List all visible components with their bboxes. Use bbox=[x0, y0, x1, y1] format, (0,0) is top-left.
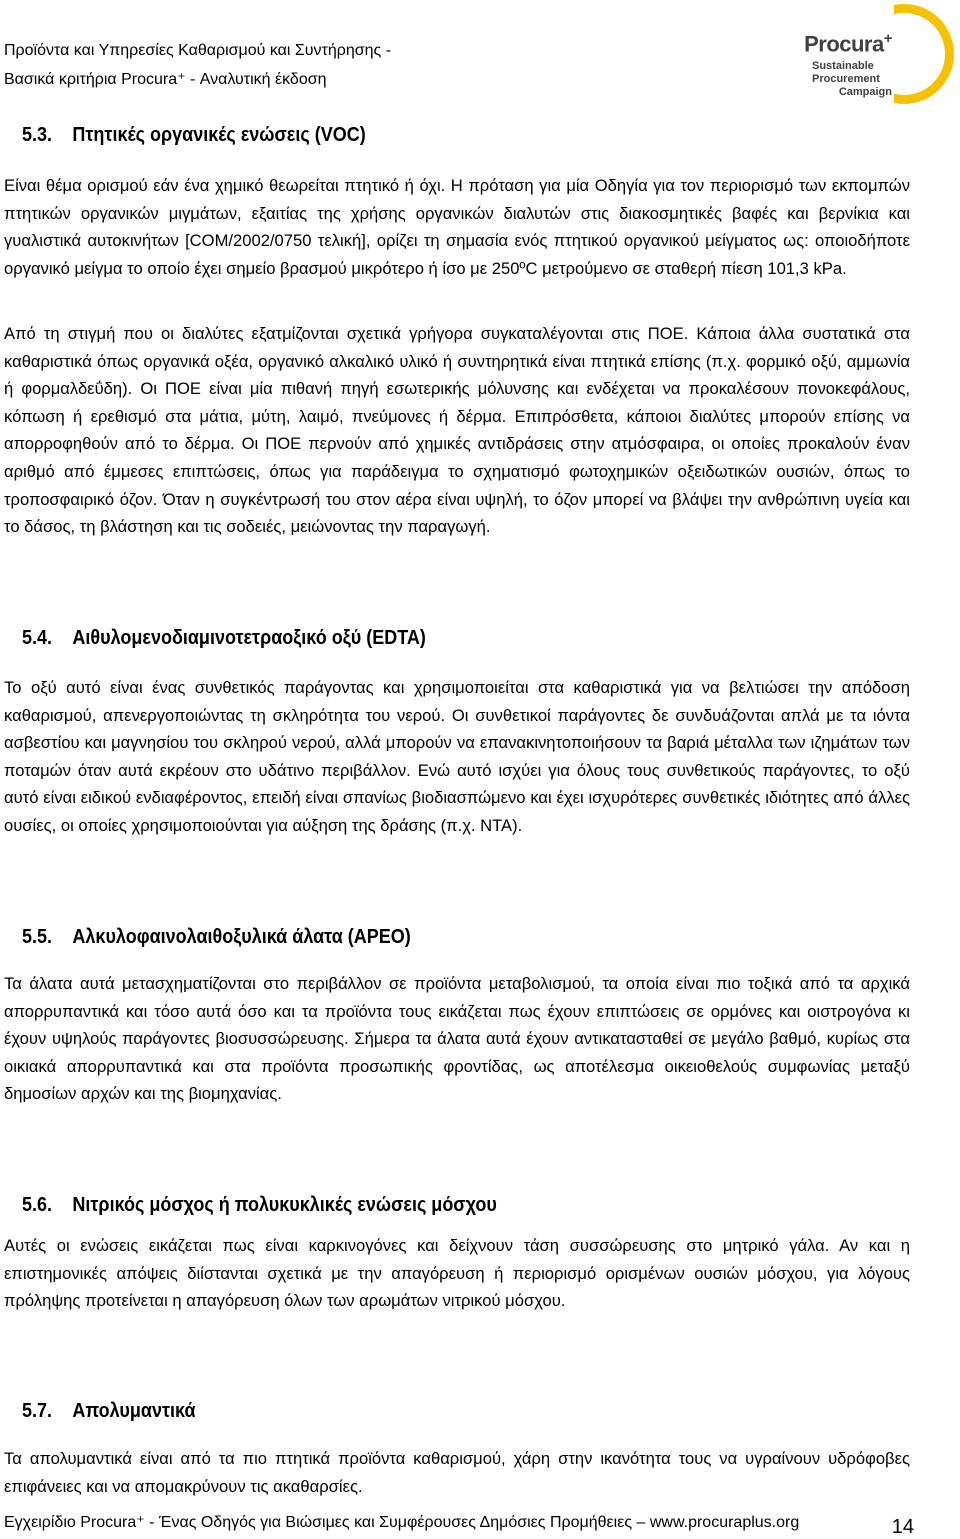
paragraph: Το οξύ αυτό είναι ένας συνθετικός παράγοντας και χρησιμοποιείται στα καθαριστικά για να βελτιώσει την απόδοση καθαρισμού, απενεργοποιώντας τη σκληρότητα του νερού. Οι συνθετικοί παράγοντες δε συνδυάζονται απλά με τα ιόντα ασβεστίου και μαγνησίου του σκληρού νερού, αλλά μπορούν να επανακινητοποιήσουν τα βαριά μέταλλα των ιζημάτων των ποταμών όταν αυτά εκρέουν στο υδάτινο περιβάλλον. Ενώ αυτό ισχύει για όλους τους συνθετικούς παράγοντες, το οξύ αυτό είναι ειδικού ενδιαφέροντος, επειδή είναι σπανίως βιοδιασπώμενο και έχει ισχυρότερες συνθετικές ιδιότητες από άλλες ουσίες, οι οποίες χρησιμοποιούνται για αύξηση της δράσης (π.χ. NTA). bbox=[4, 678, 910, 835]
logo-tagline-3: Campaign bbox=[838, 86, 892, 98]
paragraph: Είναι θέμα ορισμού εάν ένα χημικό θεωρείται πτητικό ή όχι. Η πρόταση για μία Οδηγία για τον περιορισμό των εκπομπών πτητικών οργανικών μιγμάτων, εξαιτίας της χρήσης οργανικών διαλυτών στις διακοσμητικές βαφές και βερνίκια και γυαλιστικά αυτοκινήτων [COM/2002/0750 τελική], ορίζει τη σημασία ενός πτητικού οργανικού μείγματος ως: οποιοδήποτε οργανικό μείγμα το οποίο έχει σημείο βρασμού μικρότερο ή ίσο με 250ºC μετρούμενο σε σταθερή πίεση 101,3 kPa. bbox=[4, 176, 910, 278]
running-footer: Εγχειρίδιο Procura⁺ - Ένας Οδηγός για Βιώσιμες και Συμφέρουσες Δημόσιες Προμήθειες – www.procuraplus.org bbox=[4, 1514, 800, 1531]
page-number: 14 bbox=[891, 1516, 914, 1538]
header-line-2: Βασικά κριτήρια Procura⁺ - Αναλυτική έκδοση bbox=[4, 71, 327, 88]
section-heading-5-6: 5.6. Νιτρικός μόσχος ή πολυκυκλικές ενώσεις μόσχου bbox=[22, 1194, 497, 1216]
paragraph: Τα απολυμαντικά είναι από τα πιο πτητικά προϊόντα καθαρισμού, χάρη στην ικανότητα τους να υγραίνουν υδρόφοβες επιφάνειες και να απομακρύνουν τις ακαθαρσίες. bbox=[4, 1449, 910, 1496]
logo-brand: Procura+ bbox=[804, 30, 892, 57]
section-heading-5-4: 5.4. Αιθυλομενοδιαμινοτετραοξικό οξύ (EDTA) bbox=[22, 627, 426, 649]
paragraph: Τα άλατα αυτά μετασχηματίζονται στο περιβάλλον σε προϊόντα μεταβολισμού, τα οποία είναι πιο τοξικά από τα αρχικά απορρυπαντικά και τόσο αυτά όσο και τα προϊόντα τους εικάζεται πως έχουν επιπτώσεις σε ορμόνες και οιστρογόνα κι έχουν υψηλούς παράγοντες βιοσυσσώρευσης. Σήμερα τα άλατα αυτά έχουν αντικατασταθεί σε μεγάλο βαθμό, κυρίως στα οικιακά απορρυπαντικά και στα προϊόντα προσωπικής φροντίδας, ως αποτέλεσμα οικειοθελούς συμφωνίας μεταξύ δημοσίων αρχών και της βιομηχανίας. bbox=[4, 974, 910, 1104]
paragraph: Αυτές οι ενώσεις εικάζεται πως είναι καρκινογόνες και δείχνουν τάση συσσώρευσης στο μητρικό γάλα. Αν και η επιστημονικές απόψεις διίστανται σχετικά με την απαγόρευση ή περιορισμό ορισμένων ουσιών μόσχου, για λόγους πρόληψης προτείνεται η απαγόρευση όλων των αρωμάτων νιτρικού μόσχου. bbox=[4, 1236, 910, 1311]
logo-tagline bbox=[812, 60, 892, 99]
procura-logo bbox=[734, 4, 954, 108]
logo-tagline-2: Procurement bbox=[812, 73, 880, 85]
paragraph: Από τη στιγμή που οι διαλύτες εξατμίζονται σχετικά γρήγορα συγκαταλέγονται στις ΠΟΕ. Κάποια άλλα συστατικά στα καθαριστικά όπως οργανικά οξέα, οργανικό αλκαλικό υλικό ή συντηρητικά είναι πτητικά επίσης (π.χ. φορμικό οξύ, αμμωνία ή φορμαλδεΰδη). Οι ΠΟΕ είναι μία πιθανή πηγή εσωτερικής μόλυνσης και ενδέχεται να προκαλέσουν πονοκεφάλους, κόπωση ή ερεθισμό στα μάτια, μύτη, λαιμό, πνεύμονες ή δέρμα. Επιπρόσθετα, κάποιοι διαλύτες μπορούν επίσης να απορροφηθούν από το δέρμα. Οι ΠΟΕ περνούν από χημικές αντιδράσεις στην ατμόσφαιρα, οι οποίες προκαλούν έναν αριθμό από έμμεσες επιπτώσεις, όπως για παράδειγμα το σχηματισμό φωτοχημικών οξειδωτικών ουσιών, όπως το τροποσφαιρικό όζον. Όταν η συγκέντρωσή του στον αέρα είναι υψηλή, το όζον μπορεί να βλάψει την ανθρώπινη υγεία και το δάσος, τη βλάστηση και τις σοδειές, μειώνοντας την παραγωγή. bbox=[4, 324, 910, 537]
running-header bbox=[4, 36, 391, 94]
section-heading-5-7: 5.7. Απολυμαντικά bbox=[22, 1400, 196, 1422]
header-line-1: Προϊόντα και Υπηρεσίες Καθαρισμού και Συντήρησης - bbox=[4, 42, 392, 59]
logo-tagline-1: Sustainable bbox=[812, 60, 874, 72]
section-heading-5-5: 5.5. Αλκυλοφαινολαιθοξυλικά άλατα (APEO) bbox=[22, 926, 411, 948]
section-heading-5-3: 5.3. Πτητικές οργανικές ενώσεις (VOC) bbox=[22, 124, 366, 146]
